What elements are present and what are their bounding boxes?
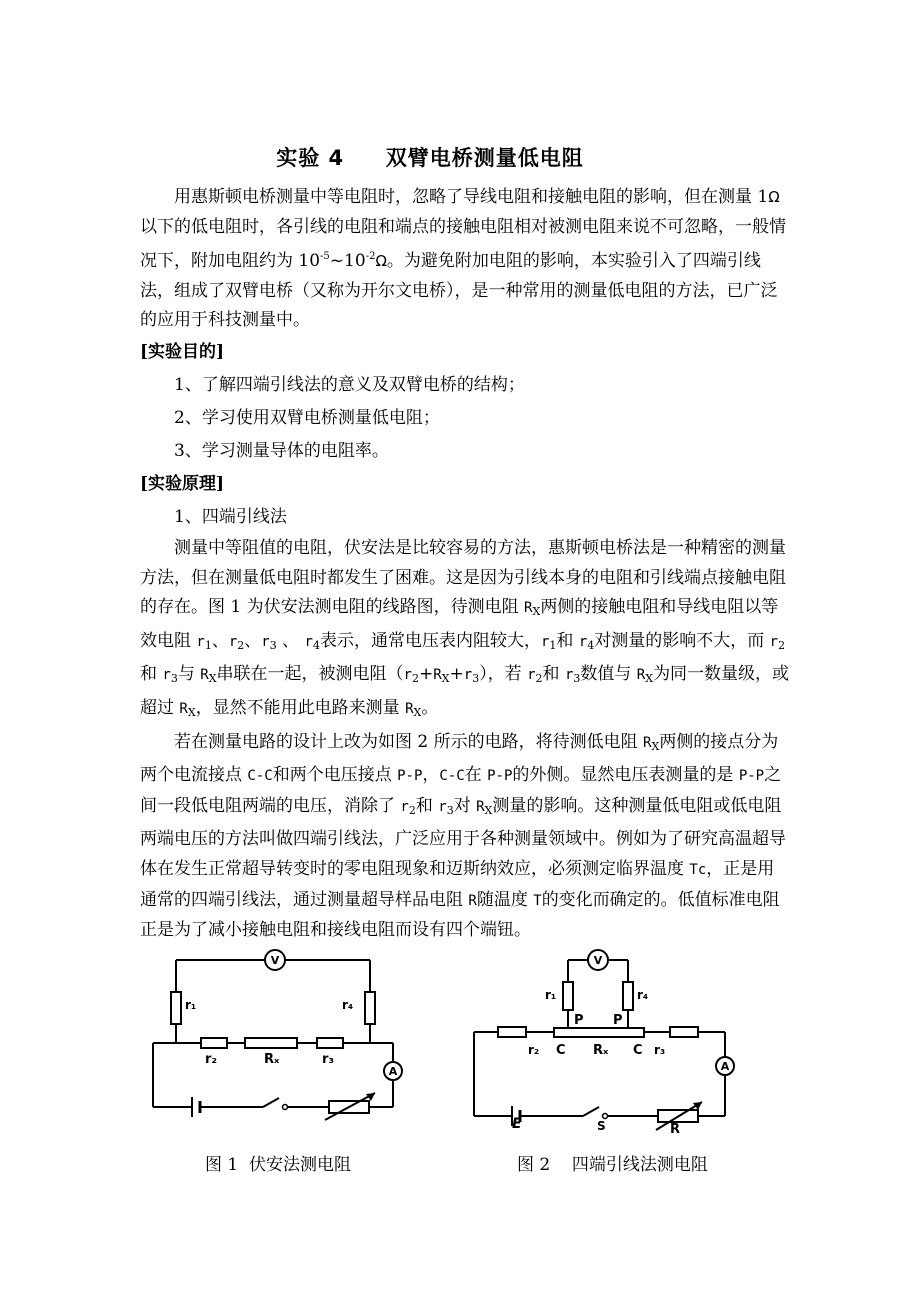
- label-c-left: C: [556, 1043, 566, 1058]
- objective-item: 2、学习使用双臂电桥测量低电阻；: [174, 407, 440, 428]
- objective-item: 3、学习测量导体的电阻率。: [174, 440, 389, 461]
- label-p-right: P: [613, 1013, 623, 1028]
- page-title: 实验 4 双臂电桥测量低电阻: [276, 146, 584, 170]
- voltmeter-label: V: [593, 954, 603, 967]
- objective-item: 1、了解四端引线法的意义及双臂电桥的结构；: [174, 374, 525, 395]
- label-e: E: [512, 1116, 522, 1132]
- principle-paragraph-1: 测量中等阻值的电阻，伏安法是比较容易的方法，惠斯顿电桥法是一种精密的测量方法，但在测量低电阻时都发生了困难。这是因为引线本身的电阻和引线端点接触电阻的存在。图 1 为伏安法测电阻的线路图，待测电阻 $R_X$两侧的接触电阻和导线电阻以等效电阻 $r_1$、$r_2$、$r_3$ 、 $r_4$表示，通常电压表内阻较大，$r_1$和 $r_4$对测量的影响不大，而 $r_2$和 $r_3$与 $R_X$串联在一起，被测电阻$(r_2+R_X+r_3)$，若 $r_2$和 $r_3$数值与 $R_X$为同一数量级，或超过 $R_X$，显然不能用此电路来测量 $R_X$。: [140, 537, 790, 719]
- label-p-left: P: [574, 1013, 584, 1028]
- label-r2: r₂: [528, 1043, 540, 1057]
- objective-heading: [实验目的]: [140, 341, 225, 362]
- ammeter-label: A: [388, 1065, 398, 1078]
- document-body: [140, 183, 790, 946]
- principle-subheading: 1、四端引线法: [174, 506, 287, 527]
- ammeter-label: A: [720, 1060, 730, 1073]
- figure-1-circuit: [145, 945, 415, 1125]
- label-r3: r₃: [322, 1052, 335, 1067]
- label-c-right: C: [633, 1043, 643, 1058]
- figure-2-caption: 图 2 四端引线法测电阻: [517, 1155, 708, 1175]
- label-r3: r₃: [654, 1043, 666, 1057]
- figure-2-circuit: [470, 938, 745, 1133]
- voltmeter-label: V: [270, 954, 280, 967]
- label-rx: Rₓ: [264, 1052, 280, 1067]
- label-r: R: [670, 1122, 681, 1133]
- label-s: S: [597, 1119, 606, 1133]
- label-r1: r₁: [545, 988, 557, 1002]
- label-r4: r₄: [342, 998, 354, 1012]
- principle-paragraph-2: 若在测量电路的设计上改为如图 2 所示的电路，将待测低电阻 $R_X$两侧的接点分为两个电流接点 C-C和两个电压接点 P-P，C-C在 P-P的外侧。显然电压表测量的是 P-P之间一段低电阻两端的电压，消除了 $r_2$和 $r_3$对 $R_X$测量的影响。这种测量低电阻或低电阻两端电压的方法叫做四端引线法，广泛应用于各种测量领域中。例如为了研究高温超导体在发生正常超导转变时的零电阻现象和迈斯纳效应，必须测定临界温度 Tc，正是用通常的四端引线法，通过测量超导样品电阻 R随温度 T的变化而确定的。低值标准电阻正是为了减小接触电阻和接线电阻而设有四个端钮。: [140, 731, 786, 941]
- label-r4: r₄: [637, 988, 649, 1002]
- label-r2: r₂: [205, 1052, 218, 1067]
- intro-paragraph: 用惠斯顿电桥测量中等电阻时，忽略了导线电阻和接触电阻的影响，但在测量 1Ω以下的低电阻时，各引线的电阻和端点的接触电阻相对被测电阻来说不可忽略，一般情况下，附加电阻约为 $10^{-5}\sim 10^{-2}\Omega$。为避免附加电阻的影响，本实验引入了四端引线法，组成了双臂电桥（又称为开尔文电桥），是一种常用的测量低电阻的方法，已广泛的应用于科技测量中。: [140, 187, 786, 331]
- principle-heading: [实验原理]: [140, 473, 225, 494]
- label-r1: r₁: [185, 998, 197, 1012]
- label-rx: Rₓ: [593, 1043, 609, 1058]
- figure-1-caption: 图 1 伏安法测电阻: [205, 1155, 352, 1175]
